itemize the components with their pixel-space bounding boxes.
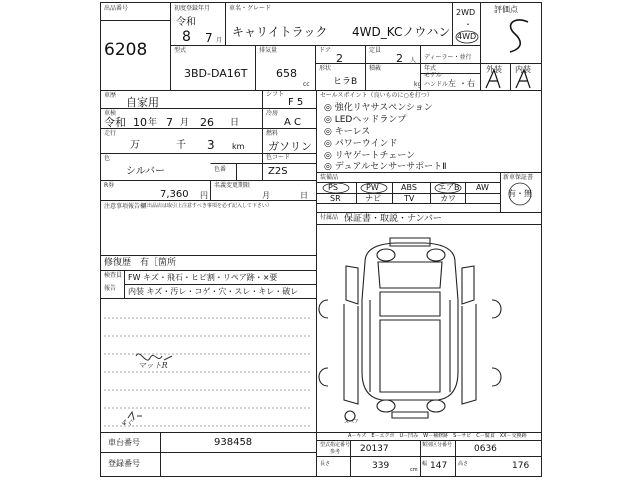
eval-interior	[540, 6, 541, 7]
eval-exterior	[540, 4, 541, 5]
color-value: シルバー	[126, 166, 166, 177]
loading-unit: kg	[414, 81, 422, 88]
handnote-text2: 4ぐ	[122, 419, 134, 427]
year-type-model: モデル	[424, 72, 442, 79]
height-value: 176	[512, 461, 530, 471]
sales-point-1: ◎ 強化リヤサスペンション	[324, 103, 433, 113]
car-diagram	[319, 232, 501, 424]
lot-number: 6208	[104, 40, 148, 60]
equip-pw: PW	[366, 183, 379, 192]
displacement-label: 排気量	[259, 47, 278, 54]
sales-point-6: ◎ デュアルセンサーサポートⅡ	[324, 162, 447, 172]
mileage-sen: 千	[176, 140, 186, 151]
sales-point-4: ◎ パワーウインド	[324, 139, 398, 149]
type-no-value: 20137	[360, 444, 389, 454]
equip-ps: PS	[328, 183, 338, 192]
first-reg-suffix: 月	[216, 37, 223, 44]
inspection-era: 令和	[104, 116, 126, 129]
mileage-label: 走行	[104, 130, 117, 137]
repair-label: 修復歴	[104, 258, 132, 268]
drive-4wd: 4WD	[457, 32, 477, 41]
shift-label: シフト	[266, 91, 285, 98]
class-no-label: 類別区分番号	[422, 442, 453, 448]
aircon-value: A C	[284, 117, 302, 128]
equip-tv: TV	[404, 194, 415, 203]
equip-abs: ABS	[401, 183, 417, 192]
handnote-scribble	[136, 354, 172, 360]
color-code-top-label: 色コード	[266, 154, 291, 161]
equipment-label: 装備品	[320, 174, 339, 181]
notes-hint: （出品店は取引上注意すべき事項を必ず記入して下さい）	[142, 203, 272, 209]
inspection-day: 26	[200, 116, 214, 129]
first-reg-year: 8	[182, 29, 191, 45]
usage-label: 車歴	[104, 92, 117, 99]
spare-label: スペア	[344, 419, 360, 425]
class-no-value: 0636	[474, 444, 497, 454]
exterior-label: 外装	[486, 65, 502, 74]
fuel-value: ガソリン	[268, 140, 312, 153]
interior-label: 内装	[515, 65, 531, 74]
doors-label: ドア	[319, 47, 331, 54]
equip-navi: ナビ	[365, 194, 381, 203]
capacity-label: 定員	[369, 47, 382, 54]
check-icon: ◎	[324, 162, 332, 172]
eval-label: 評価点	[494, 5, 518, 14]
drive-sep: ・	[464, 20, 472, 29]
eval-score	[540, 2, 541, 3]
accessories-value: 保証書・取説・ナンバー	[344, 214, 442, 224]
inspection-label: 車検	[104, 110, 117, 117]
check-icon: ◎	[324, 127, 332, 137]
inspection-day-suffix: 日	[230, 118, 240, 128]
inspection-month: 7	[166, 116, 173, 129]
registration-label: 登録番号	[108, 459, 140, 468]
inspection-month-suffix: 月	[180, 118, 190, 128]
warranty-value: 有・無	[508, 189, 532, 198]
car-grade: 4WD_KCノウハン	[352, 25, 451, 39]
check-icon: ◎	[324, 151, 332, 161]
handnote-text: マットR	[138, 361, 168, 370]
width-label: 幅	[422, 461, 428, 467]
equip-sr: SR	[330, 194, 341, 203]
notes-label: 注意事項報告欄	[104, 203, 147, 210]
first-reg-month: 7	[205, 31, 213, 45]
first-reg-era: 令和	[176, 17, 196, 28]
year-type-label: 年式	[424, 65, 437, 72]
chassis-value: 938458	[214, 437, 253, 448]
inspector-label: 検査員	[104, 272, 123, 279]
width-value: 147	[430, 461, 448, 471]
inspection-year-suffix: 年	[148, 118, 158, 128]
color-code-value: Z2S	[268, 166, 288, 177]
score-handwritten	[510, 20, 528, 52]
handle-sep: ・	[459, 79, 467, 88]
equip-kawa: カワ	[440, 194, 456, 203]
drive-2wd: 2WD	[456, 8, 476, 17]
check-icon: ◎	[324, 103, 332, 113]
mileage-value: 3	[207, 138, 215, 152]
first-reg-label: 初度登録年月	[174, 5, 211, 12]
displacement-unit: cc	[303, 81, 310, 88]
type-no-label: 型式指定番号	[320, 442, 351, 448]
sales-point-2: ◎ LEDヘッドランプ	[324, 115, 407, 125]
color-label: 色	[104, 155, 111, 162]
aircon-label: 冷房	[266, 110, 279, 117]
check-icon: ◎	[324, 139, 332, 149]
shape-label: 形状	[319, 65, 332, 72]
equip-airb: エアB	[438, 183, 460, 192]
capacity-value: 2	[396, 52, 403, 65]
height-label: 高さ	[458, 461, 469, 467]
accessories-label: 付属品	[320, 214, 339, 221]
loading-label: 積載	[369, 65, 382, 72]
handle-left: 左	[448, 79, 456, 88]
recycle-value: 7,360	[160, 189, 189, 200]
deposit-day: 日	[300, 191, 308, 200]
shift-value: F 5	[288, 97, 304, 108]
damage-legend: A－キズ E－エクボ U－凹み W－補修跡 S－サビ C－腐食 XX－交換跡	[348, 433, 527, 439]
inspector-row1: FW キズ・飛石・ヒビ割・リペア跡・×要	[128, 273, 278, 282]
deposit-month: 月	[262, 191, 270, 200]
length-label: 長さ	[320, 461, 331, 467]
sales-point-5: ◎ リヤゲートチェーン	[324, 151, 416, 161]
model-label: 型式	[174, 47, 187, 54]
doors-value: 2	[336, 52, 343, 65]
sales-points-label: セールスポイント（良いものに○を打つ）	[320, 92, 433, 99]
deposit-label: 名義変更期限	[214, 182, 251, 189]
length-value: 339	[372, 461, 390, 471]
inspection-year: 10	[133, 116, 147, 129]
repair-value: 有［箇所	[140, 258, 177, 268]
usage-value: 自家用	[126, 96, 159, 109]
recycle-label: R券	[104, 182, 115, 189]
handle-label: ハンドル	[424, 81, 449, 88]
handle-right: 右	[467, 79, 475, 88]
equip-aw: AW	[476, 183, 489, 192]
sales-point-3: ◎ キーレス	[324, 127, 371, 137]
chassis-label: 車台番号	[108, 438, 140, 447]
capacity-unit: 人	[410, 57, 417, 64]
inspector-report: 報告	[104, 285, 117, 292]
lot-label: 出品番号	[104, 5, 129, 12]
recycle-unit: 円	[200, 191, 208, 200]
car-name: キャリイトラック	[232, 25, 328, 39]
color-code-label: 色番	[214, 166, 227, 173]
inspector-row2: 内装 キズ・汚レ・コゲ・穴・スレ・キレ・破レ	[128, 287, 299, 296]
type-ref: 参考	[330, 449, 341, 455]
warranty-label: 新車保証書	[503, 174, 534, 181]
mileage-unit: km	[232, 142, 245, 151]
mileage-man: 万	[130, 140, 140, 151]
check-icon: ◎	[324, 115, 332, 125]
dealer-label: ディーラー・並行	[424, 54, 472, 61]
fuel-label: 燃料	[266, 130, 279, 137]
displacement-value: 658	[276, 67, 297, 80]
shape-value: ヒラB	[333, 77, 358, 87]
name-label: 車名・グレード	[229, 5, 272, 12]
length-unit: cm	[410, 467, 418, 473]
model-value: 3BD-DA16T	[184, 67, 248, 80]
